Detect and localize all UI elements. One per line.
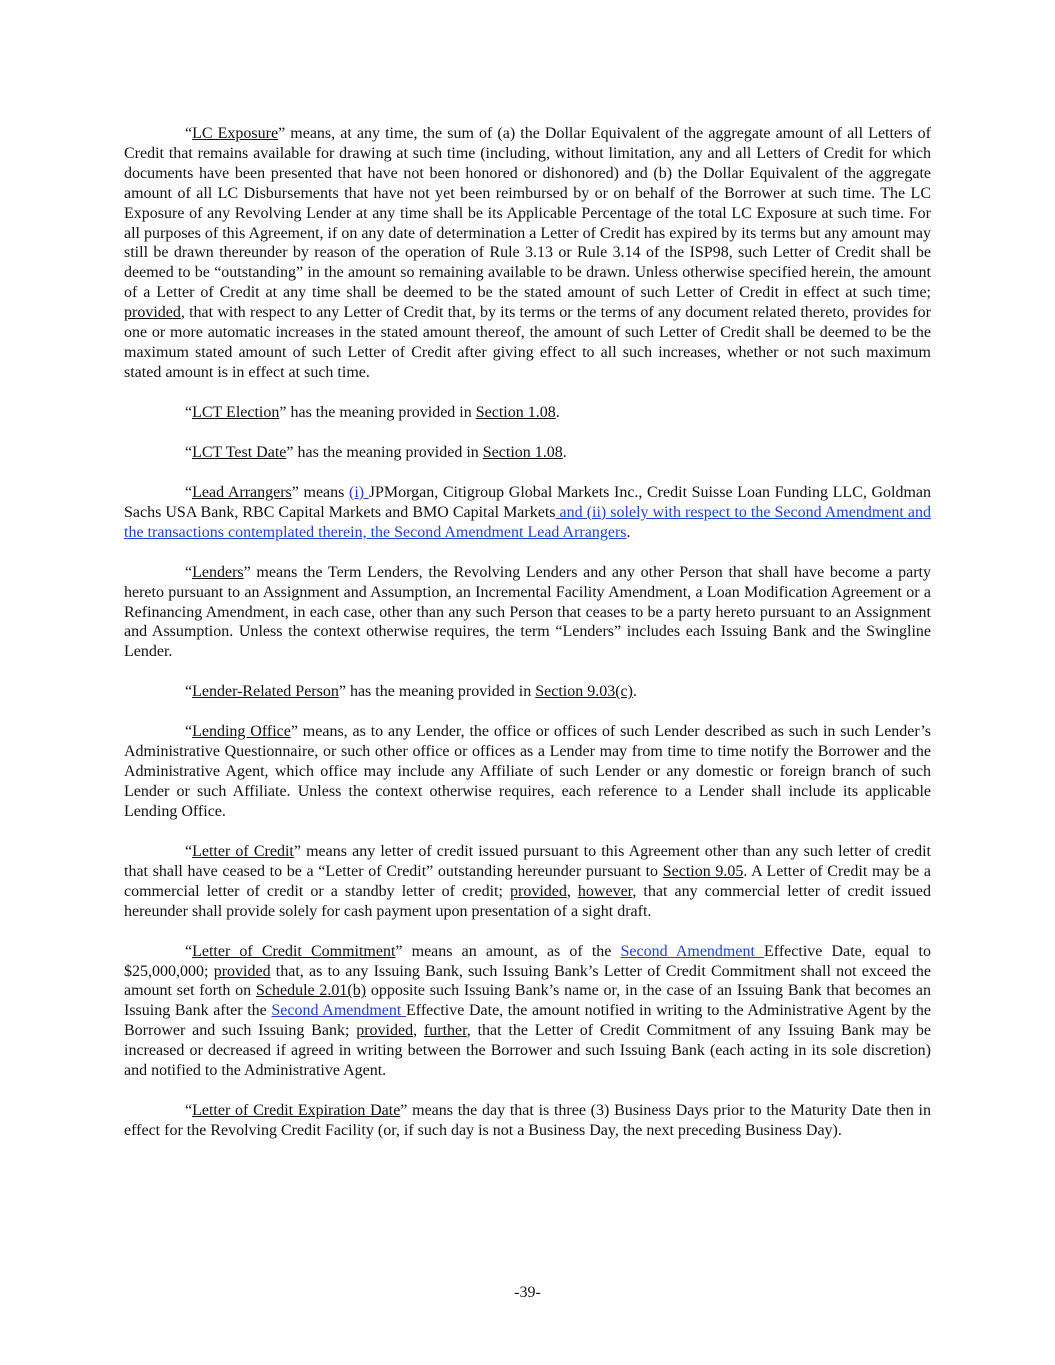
def-letter-of-credit-expiration-date: “Letter of Credit Expiration Date” means the day that is three (3) Business Days prior to the Maturity Date then in effect for the Revolving Credit Facility (or, if such day is not a Business Day, the next preceding Business Day). (124, 1102, 931, 1139)
defined-term: Letter of Credit Commitment (192, 942, 396, 960)
page-number: -39- (514, 1284, 541, 1301)
def-lct-test-date: “LCT Test Date” has the meaning provided in Section 1.08. (185, 443, 567, 461)
def-letter-of-credit-commitment: “Letter of Credit Commitment” means an amount, as of the Second Amendment Effective Date, equal to $25,000,000; provided that, as to any Issuing Bank, such Issuing Bank’s Letter of Credit Commitment shall not exceed the amount set forth on Schedule 2.01(b) opposite such Issuing Bank’s name or, in the case of an Issuing Bank that becomes an Issuing Bank after the Second Amendment Effective Date, the amount notified in writing to the Administrative Agent by the Borrower and such Issuing Bank; provided, further, that the Letter of Credit Commitment of any Issuing Bank may be increased or decreased if agreed in writing between the Borrower and such Issuing Bank (each acting in its sole discretion) and notified to the Administrative Agent. (124, 942, 932, 1080)
defined-term: LC Exposure (192, 125, 279, 142)
section-reference: Section 9.03(c) (535, 683, 633, 701)
defined-term: Lead Arrangers (192, 483, 292, 501)
defined-term: Letter of Credit (192, 842, 294, 860)
schedule-reference: Schedule 2.01(b) (255, 982, 367, 1000)
section-reference: Section 1.08 (475, 403, 556, 421)
inserted-text: (i) (349, 483, 369, 501)
defined-term: Lenders (192, 563, 244, 581)
inserted-text: Second Amendment (271, 1002, 406, 1020)
def-letter-of-credit: “Letter of Credit” means any letter of credit issued pursuant to this Agreement other than any such letter of credit that shall have ceased to be a “Letter of Credit” outstanding hereunder pursuant to Section 9.05. A Letter of Credit may be a commercial letter of credit or a standby letter of credit; provided, however, that any commercial letter of credit issued hereunder shall provide solely for cash payment upon presentation of a sight draft. (124, 842, 932, 920)
def-lc-exposure: “LC Exposure” means, at any time, the sum of (a) the Dollar Equivalent of the aggregate amount of all Letters of Credit that remains available for drawing at such time (including, without limitation, any and all Letters of Credit for which documents have been presented that have not been honored or dishonored) and (b) the Dollar Equivalent of the aggregate amount of all LC Disbursements that have not yet been reimbursed by or on behalf of the Borrower at such time. The LC Exposure of any Revolving Lender at any time shall be its Applicable Percentage of the total LC Exposure at such time. For all purposes of this Agreement, if on any date of determination a Letter of Credit has expired by its terms but any amount may still be drawn thereunder by reason of the operation of Rule 3.13 or Rule 3.14 of the ISP98, such Letter of Credit shall be deemed to be “outstanding” in the amount so remaining available to be drawn. Unless otherwise specified herein, the amount of a Letter of Credit at any time shall be deemed to be the stated amount of such Letter of Credit in effect at such time; provided, that with respect to any Letter of Credit that, by its terms or the terms of any document related thereto, provides for one or more automatic increases in the stated amount thereof, the amount of such Letter of Credit shall be deemed to be the maximum stated amount of such Letter of Credit after giving effect to all such increases, whether or not such maximum stated amount is in effect at such time. (124, 125, 932, 381)
def-lead-arrangers: “Lead Arrangers” means (i) JPMorgan, Citigroup Global Markets Inc., Credit Suisse Loan Funding LLC, Goldman Sachs USA Bank, RBC Capital Markets and BMO Capital Markets and (ii) solely with respect to the Second Amendment and the transactions contemplated therein, the Second Amendment Lead Arrangers. (124, 483, 932, 541)
section-reference: Section 9.05 (662, 862, 744, 880)
inserted-text: Second Amendment (620, 942, 765, 960)
defined-term: LCT Election (192, 403, 280, 421)
inserted-text: and (ii) solely with respect to the Second Amendment and the transactions contemplated therein, the Second Amendment Lead Arrangers (124, 503, 931, 541)
def-lending-office: “Lending Office” means, as to any Lender, the office or offices of such Lender described as such in such Lender’s Administrative Questionnaire, or such other office or offices as a Lender may from time to time notify the Borrower and the Administrative Agent, which office may include any Affiliate of such Lender or any domestic or foreign branch of such Lender or such Affiliate. Unless the context otherwise requires, each reference to a Lender shall include its applicable Lending Office. (124, 723, 932, 820)
def-lender-related-person: “Lender-Related Person” has the meaning provided in Section 9.03(c). (185, 683, 637, 701)
document-body (124, 124, 931, 1161)
defined-term: Lender-Related Person (192, 683, 339, 701)
def-lct-election: “LCT Election” has the meaning provided in Section 1.08. (185, 403, 560, 421)
defined-term: LCT Test Date (192, 443, 287, 461)
def-lenders: “Lenders” means the Term Lenders, the Revolving Lenders and any other Person that shall have become a party hereto pursuant to an Assignment and Assumption, an Incremental Facility Amendment, a Loan Modification Agreement or a Refinancing Amendment, in each case, other than any such Person that ceases to be a party hereto pursuant to an Assignment and Assumption. Unless the context otherwise requires, the term “Lenders” includes each Issuing Bank and the Swingline Lender. (124, 563, 931, 661)
defined-term: Letter of Credit Expiration Date (192, 1102, 401, 1120)
section-reference: Section 1.08 (482, 443, 563, 461)
defined-term: Lending Office (192, 723, 291, 741)
